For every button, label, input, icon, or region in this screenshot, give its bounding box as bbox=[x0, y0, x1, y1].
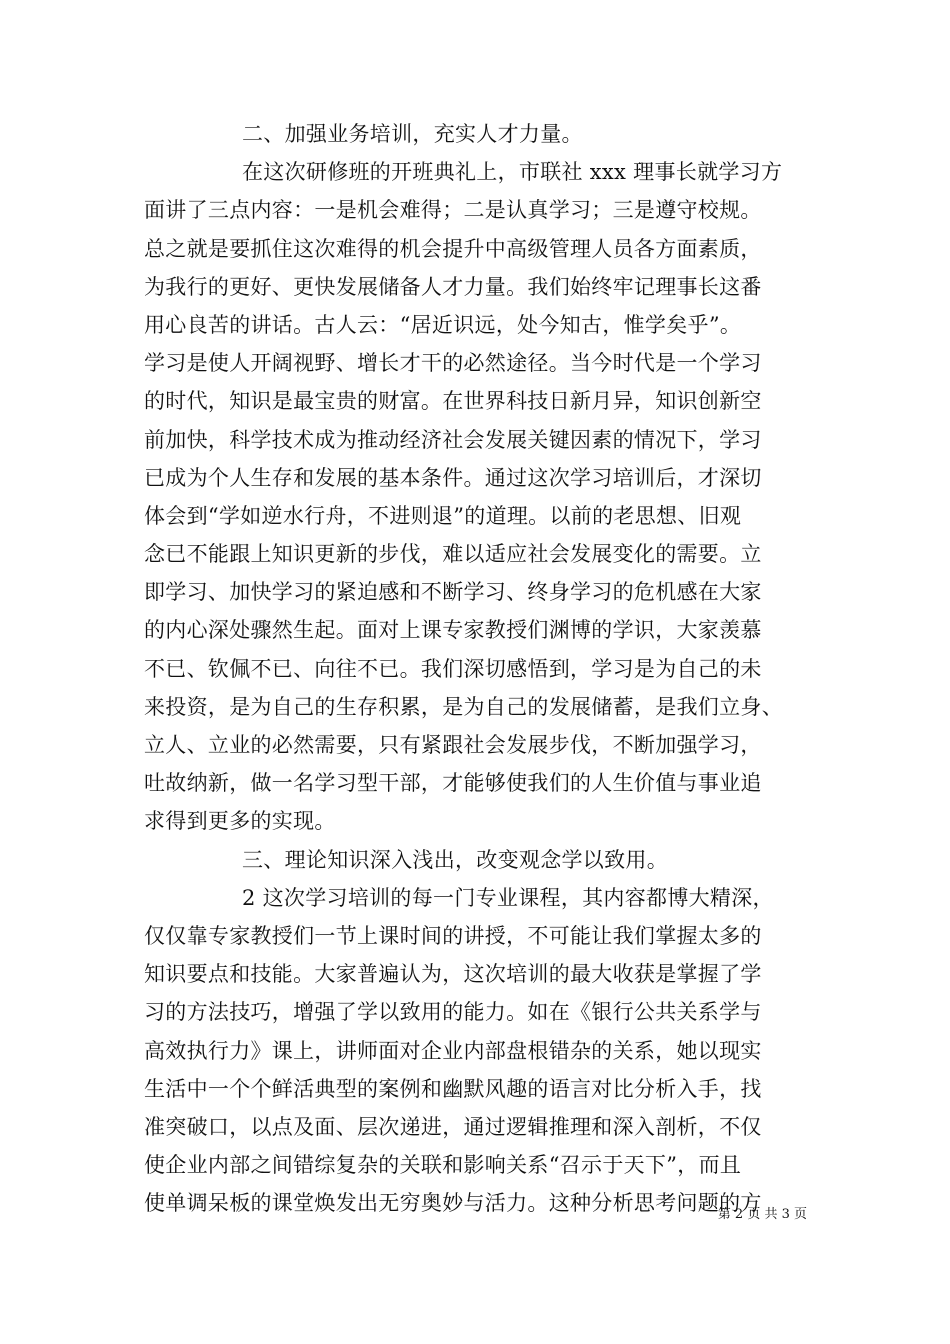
body-text bbox=[144, 115, 824, 1222]
paragraph-line: 前加快，科学技术成为推动经济社会发展关键因素的情况下，学习 bbox=[144, 427, 762, 452]
section-heading: 二、加强业务培训，充实人才力量。 bbox=[242, 122, 583, 146]
page-number-footer: 第 2 页 共 3 页 bbox=[717, 1207, 807, 1222]
paragraph-line: 学习是使人开阔视野、增长才干的必然途径。当今时代是一个学习 bbox=[144, 351, 762, 376]
paragraph-line: 为我行的更好、更快发展储备人才力量。我们始终牢记理事长这番 bbox=[144, 274, 762, 299]
paragraph-line: 使企业内部之间错综复杂的关联和影响关系“召示于天下”，而且 bbox=[144, 1153, 742, 1178]
paragraph-line: 使单调呆板的课堂焕发出无穷奥妙与活力。这种分析思考问题的方 bbox=[144, 1191, 762, 1216]
section-heading: 三、理论知识深入浅出，改变观念学以致用。 bbox=[242, 847, 668, 872]
paragraph-line: 求得到更多的实现。 bbox=[144, 809, 336, 834]
paragraph-line: 的时代，知识是最宝贵的财富。在世界科技日新月异，知识创新空 bbox=[144, 389, 762, 414]
paragraph-line: 习的方法技巧，增强了学以致用的能力。如在《银行公共关系学与 bbox=[144, 1000, 762, 1025]
paragraph-line: 立人、立业的必然需要，只有紧跟社会发展步伐，不断加强学习， bbox=[144, 733, 762, 757]
paragraph-line: 面讲了三点内容：一是机会难得；二是认真学习；三是遵守校规。 bbox=[144, 198, 762, 223]
paragraph-line: 仅仅靠专家教授们一节上课时间的讲授，不可能让我们掌握太多的 bbox=[144, 923, 762, 948]
paragraph-line: 用心良苦的讲话。古人云：“居近识远，处今知古，惟学矣乎”。 bbox=[144, 312, 742, 337]
paragraph-line: 即学习、加快学习的紧迫感和不断学习、终身学习的危机感在大家 bbox=[144, 580, 762, 605]
paragraph-line: 吐故纳新，做一名学习型干部，才能够使我们的人生价值与事业追 bbox=[144, 771, 762, 796]
paragraph-line: 2 这次学习培训的每一门专业课程，其内容都博大精深， bbox=[242, 885, 774, 910]
paragraph-line: 念已不能跟上知识更新的步伐，难以适应社会发展变化的需要。立 bbox=[144, 542, 762, 567]
paragraph-line: 总之就是要抓住这次难得的机会提升中高级管理人员各方面素质， bbox=[144, 236, 762, 261]
paragraph-line: 生活中一个个鲜活典型的案例和幽默风趣的语言对比分析入手，找 bbox=[144, 1076, 762, 1101]
paragraph-line: 知识要点和技能。大家普遍认为，这次培训的最大收获是掌握了学 bbox=[144, 962, 762, 987]
paragraph-line: 已成为个人生存和发展的基本条件。通过这次学习培训后，才深切 bbox=[144, 465, 762, 490]
paragraph-line: 在这次研修班的开班典礼上，市联社 xxx 理事长就学习方 bbox=[242, 160, 783, 185]
paragraph-line: 的内心深处骤然生起。面对上课专家教授们渊博的学识，大家羡慕 bbox=[144, 618, 762, 643]
paragraph-line: 不已、钦佩不已、向往不已。我们深切感悟到，学习是为自己的未 bbox=[144, 656, 762, 681]
paragraph-line: 高效执行力》课上，讲师面对企业内部盘根错杂的关系，她以现实 bbox=[144, 1038, 762, 1063]
paragraph-line: 体会到“学如逆水行舟，不进则退”的道理。以前的老思想、旧观 bbox=[144, 503, 742, 528]
paragraph-line: 准突破口，以点及面、层次递进，通过逻辑推理和深入剖析，不仅 bbox=[144, 1114, 762, 1139]
paragraph-line: 来投资，是为自己的生存积累，是为自己的发展储蓄，是我们立身、 bbox=[144, 694, 783, 719]
